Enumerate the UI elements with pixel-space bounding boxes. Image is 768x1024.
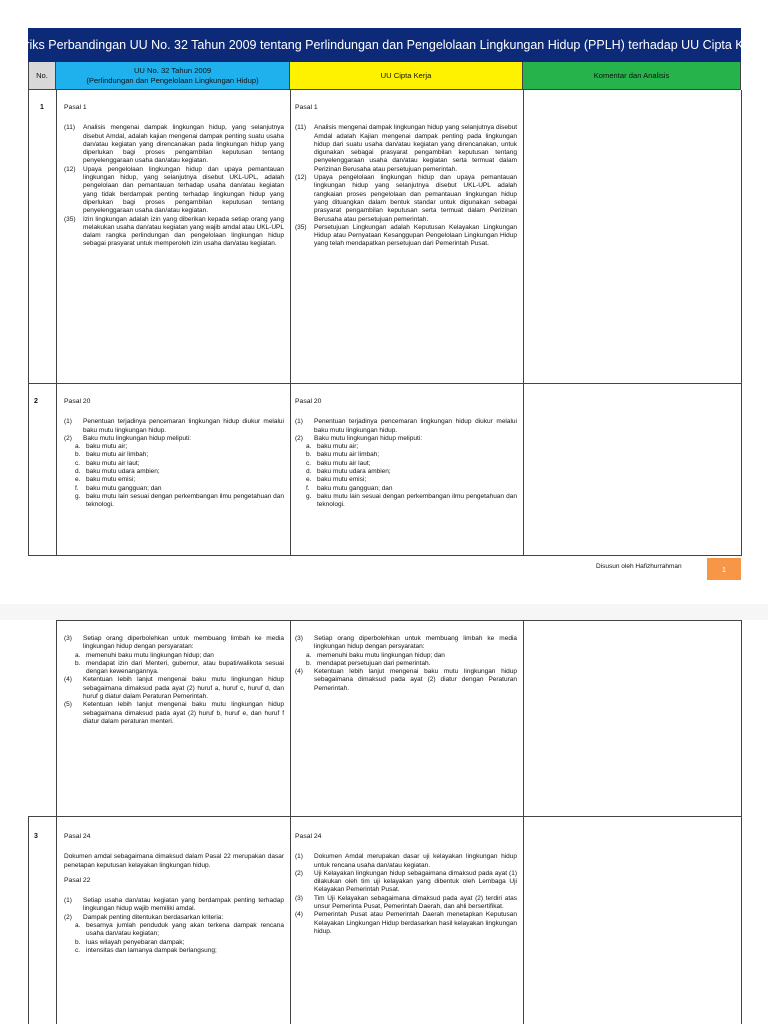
sub-marker: b.	[75, 938, 81, 946]
list-item	[64, 635, 284, 652]
item-text: Upaya pengelolaan lingkungan hidup dan upaya pemantauan lingkungan hidup, yang selanjutnya disebut UKL-UPL, adalah pengelolaan dan pemantauan terhadap usaha dan/atau kegiatan yang tidak berdampak penting terhadap lingkungan hidup yang diperlukan bagi proses pengambilan keputusan tentang penyelenggaraan usaha dan/atau kegiatan.	[83, 165, 284, 215]
sub-text: baku mutu gangguan; dan	[317, 484, 393, 492]
sub-marker: c.	[306, 459, 312, 467]
row2-uu32-cell	[64, 398, 284, 510]
table-divider-2	[290, 90, 291, 556]
pasal-title: Pasal 24	[295, 833, 322, 840]
sub-text: baku mutu lain sesuai dengan perkembangan ilmu pengetahuan dan teknologi.	[86, 492, 284, 509]
row1-uuck-cell	[295, 104, 517, 249]
sub-marker: b.	[75, 659, 81, 667]
row2-uuck-cell	[295, 398, 517, 510]
sub-text: baku mutu emisi;	[86, 476, 136, 484]
sub-item	[295, 493, 517, 510]
sub-marker: b.	[306, 659, 312, 667]
item-text: Penentuan terjadinya pencemaran lingkungan hidup diukur melalui baku mutu lingkungan hidup.	[83, 418, 284, 434]
row3-uuck-cell	[295, 833, 517, 936]
table-border-bottom	[28, 555, 742, 556]
list-item	[295, 895, 517, 912]
item-marker: (35)	[64, 215, 76, 223]
item-text: Analisis mengenai dampak lingkungan hidup yang selanjutnya disebut Amdal adalah Kajian mengenai dampak penting pada lingkungan hidup dari suatu usaha dan/atau kegiatan yang direncanakan, untuk digunakan sebagai prasyarat pengambilan keputusan tentang penyelenggaraan usaha dan/atau kegiatan serta termuat dalam Perizinan Berusaha atau persetujuan pemerintah.	[314, 124, 517, 173]
sub-text: memenuhi baku mutu lingkungan hidup; dan	[317, 651, 445, 659]
sub-marker: g.	[306, 492, 312, 500]
item-text: Baku mutu lingkungan hidup meliputi:	[83, 434, 192, 442]
item-marker: (4)	[295, 911, 303, 919]
list-item	[295, 911, 517, 936]
sub-marker: c.	[75, 946, 81, 954]
row3-uu32-cell	[64, 833, 284, 955]
row-number: 2	[34, 398, 38, 405]
list-item	[295, 870, 517, 895]
sub-text: memenuhi baku mutu lingkungan hidup; dan	[86, 651, 214, 659]
sub-marker: c.	[75, 459, 81, 467]
sub-item	[64, 476, 284, 484]
sub-marker: f.	[306, 484, 310, 492]
sub-text: baku mutu air;	[86, 443, 128, 451]
header-uu32-line1: UU No. 32 Tahun 2009	[133, 65, 212, 75]
table-border-left	[28, 90, 29, 556]
sub-item	[295, 443, 517, 451]
table-divider-1	[56, 620, 57, 1024]
pasal-title: Pasal 24	[64, 833, 91, 840]
sub-text: baku mutu gangguan; dan	[86, 484, 162, 492]
table-border-right	[741, 620, 742, 1024]
sub-item	[64, 652, 284, 660]
item-marker: (1)	[295, 853, 303, 861]
item-marker: (1)	[295, 418, 303, 426]
list-item	[64, 166, 284, 216]
pasal-title: Pasal 1	[295, 104, 318, 111]
item-text: Setiap orang diperbolehkan untuk membuang limbah ke media lingkungan hidup dengan persyaratan:	[83, 635, 284, 651]
sub-marker: e.	[75, 476, 81, 484]
sub-text: baku mutu air limbah;	[86, 451, 149, 459]
sub-item	[295, 660, 517, 668]
list-item	[64, 418, 284, 435]
header-uuck-label: UU Cipta Kerja	[380, 70, 432, 80]
item-marker: (12)	[64, 165, 76, 173]
sub-text: besarnya jumlah penduduk yang akan terkena dampak rencana usaha dan/atau kegiatan;	[86, 922, 284, 938]
list-item	[64, 897, 284, 914]
cont-uu32-cell	[64, 635, 284, 726]
pasal-title: Pasal 20	[295, 398, 322, 405]
table-divider-3	[523, 90, 524, 556]
sub-item	[64, 460, 284, 468]
sub-text: baku mutu udara ambien;	[86, 468, 160, 476]
sub-item	[295, 468, 517, 476]
list-item	[64, 216, 284, 249]
sub-text: baku mutu air laut;	[86, 459, 140, 467]
document-page-2	[0, 620, 768, 1024]
sub-marker: f.	[75, 484, 79, 492]
header-komentar-label: Komentar dan Analisis	[593, 70, 670, 80]
item-text: Setiap orang diperbolehkan untuk membuang limbah ke media lingkungan hidup dengan persyaratan:	[314, 635, 517, 651]
sub-text: baku mutu lain sesuai dengan perkembangan ilmu pengetahuan dan teknologi.	[317, 492, 517, 509]
item-marker: (2)	[64, 913, 72, 921]
item-marker: (1)	[64, 897, 72, 905]
item-marker: (5)	[64, 701, 72, 709]
row-number: 3	[34, 833, 38, 840]
row-separator	[28, 816, 742, 817]
sub-item	[64, 922, 284, 939]
table-border-top	[56, 620, 742, 621]
item-marker: (3)	[295, 894, 303, 902]
item-marker: (3)	[295, 635, 303, 642]
sub-text: baku mutu air laut;	[317, 459, 371, 467]
pasal-title: Pasal 22	[64, 876, 91, 884]
header-uu32	[56, 62, 290, 90]
item-marker: (4)	[295, 668, 303, 676]
sub-item	[64, 493, 284, 510]
sub-text: intensitas dan lamanya dampak berlangsung;	[86, 946, 217, 954]
list-item	[64, 124, 284, 165]
table-border-left	[28, 816, 29, 1024]
item-marker: (11)	[295, 124, 307, 132]
item-marker: (1)	[64, 418, 72, 426]
sub-item	[64, 443, 284, 451]
header-no	[28, 62, 56, 90]
header-komentar	[523, 62, 741, 90]
table-divider-1	[56, 90, 57, 556]
item-text: Ketentuan lebih lanjut mengenai baku mutu lingkungan hidup sebagaimana dimaksud pada ayat (2) diatur dengan Peraturan Pemerintah.	[314, 668, 517, 692]
sub-item	[64, 485, 284, 493]
table-divider-2	[290, 620, 291, 1024]
item-text: Ketentuan lebih lanjut mengenai baku mutu lingkungan hidup sebagaimana dimaksud pada ayat (2) huruf a, huruf c, huruf d, dan huruf g diatur dalam Peraturan Pemerintah.	[83, 676, 284, 701]
item-text: Penentuan terjadinya pencemaran lingkungan hidup diukur melalui baku mutu lingkungan hidup.	[314, 418, 517, 434]
item-text: Tim Uji Kelayakan sebagaimana dimaksud pada ayat (2) terdiri atas unsur Pemerinta Pusat, Pemerintah Daerah, dan ahli bersertifikat.	[314, 894, 517, 911]
sub-item	[64, 451, 284, 459]
cont-uuck-cell	[295, 635, 517, 693]
sub-text: baku mutu udara ambien;	[317, 468, 391, 476]
sub-marker: a.	[306, 443, 312, 451]
row-number: 1	[40, 104, 44, 111]
header-uuck	[290, 62, 523, 90]
item-text: Analisis mengenai dampak lingkungan hidup, yang selanjutnya disebut Amdal, adalah kajian mengenai dampak penting suatu usaha dan/atau kegiatan yang direncanakan pada lingkungan hidup yang diperlukan bagi proses pengambilan keputusan tentang penyelenggaraan usaha dan/atau kegiatan.	[83, 124, 284, 165]
list-item	[295, 435, 517, 443]
item-text: Dampak penting ditentukan berdasarkan kriteria:	[83, 913, 224, 921]
sub-item	[295, 476, 517, 484]
item-marker: (11)	[64, 124, 76, 132]
item-marker: (3)	[64, 635, 72, 642]
footer-author: Disusun oleh Hafizhurrahman	[596, 563, 682, 570]
list-item	[295, 174, 517, 224]
sub-text: baku mutu emisi;	[317, 476, 367, 484]
sub-marker: a.	[75, 922, 81, 930]
sub-item	[295, 460, 517, 468]
item-marker: (2)	[295, 869, 303, 877]
item-text: Pemerintah Pusat atau Pemerintah Daerah menetapkan Keputusan Kelayakan Lingkungan Hidup berdasarkan hasil kelayakan lingkungan hidup.	[314, 911, 517, 935]
item-text: Ketentuan lebih lanjut mengenai baku mutu lingkungan hidup sebagaimana dimaksud pada ayat (2) huruf b, huruf e, dan huruf f diatur dalam peraturan menteri.	[83, 701, 284, 725]
sub-item	[64, 947, 284, 955]
sub-text: mendapat izin dari Menteri, gubernur, atau bupati/walikota sesuai dengan kewenangannya.	[86, 659, 284, 676]
sub-item	[295, 451, 517, 459]
item-marker: (35)	[295, 223, 307, 231]
list-item	[64, 676, 284, 701]
list-item	[64, 701, 284, 726]
sub-marker: d.	[306, 468, 312, 476]
item-marker: (2)	[295, 434, 303, 442]
sub-item	[295, 485, 517, 493]
sub-marker: g.	[75, 492, 81, 500]
table-divider-3	[523, 620, 524, 1024]
sub-item	[64, 468, 284, 476]
header-uu32-line2: (Perlindungan dan Pengelolaan Lingkungan Hidup)	[86, 75, 259, 85]
sub-marker: a.	[75, 443, 81, 451]
list-item	[295, 124, 517, 174]
table-border-right	[741, 90, 742, 556]
list-item	[64, 914, 284, 922]
item-marker: (12)	[295, 174, 307, 182]
sub-item	[64, 660, 284, 677]
item-text: Baku mutu lingkungan hidup meliputi:	[314, 434, 423, 442]
sub-item	[64, 939, 284, 947]
item-text: Uji Kelayakan lingkungan hidup sebagaimana dimaksud pada ayat (1) dilakukan oleh tim uji kelayakan yang dibentuk oleh Lembaga Uji Kelayakan Pemerintah Pusat.	[314, 869, 517, 894]
list-item	[295, 635, 517, 652]
sub-text: luas wilayah penyebaran dampak;	[86, 938, 185, 946]
item-text: Persetujuan Lingkungan adalah Keputusan Kelayakan Lingkungan Hidup atau Pernyataan Kesanggupan Pengelolaan Lingkungan Hidup yang telah mendapatkan persetujuan dari Pemerintah Pusat.	[314, 223, 517, 248]
sub-text: baku mutu air limbah;	[317, 451, 380, 459]
list-item	[64, 435, 284, 443]
pasal-title: Pasal 1	[64, 104, 87, 111]
row-separator	[28, 383, 742, 384]
page-number: 1	[707, 558, 741, 580]
list-item	[295, 224, 517, 249]
list-item	[295, 418, 517, 435]
header-no-label: No.	[36, 70, 48, 80]
sub-text: baku mutu air;	[317, 443, 359, 451]
item-text: Dokumen Amdal merupakan dasar uji kelayakan lingkungan hidup untuk rencana usaha dan/atau kegiatan.	[314, 853, 517, 869]
sub-marker: e.	[306, 476, 312, 484]
item-marker: (2)	[64, 434, 72, 442]
pasal-title: Pasal 20	[64, 398, 91, 405]
sub-marker: d.	[75, 468, 81, 476]
sub-marker: a.	[306, 651, 312, 659]
document-title: Matriks Perbandingan UU No. 32 Tahun 2009 tentang Perlindungan dan Pengelolaan Lingkungan Hidup (PPLH) terhadap UU Cipta Kerja	[28, 28, 741, 62]
paragraph: Dokumen amdal sebagaimana dimaksud dalam Pasal 22 merupakan dasar penetapan keputusan kelayakan lingkungan hidup.	[64, 853, 284, 869]
sub-marker: b.	[306, 451, 312, 459]
sub-marker: a.	[75, 651, 81, 659]
item-text: Izin lingkungan adalah izin yang diberikan kepada setiap orang yang melakukan usaha dan/atau kegiatan yang wajib amdal atau UKL-UPL dalam rangka perlindungan dan pengelolaan lingkungan hidup sebagai prasyarat untuk memperoleh izin usaha dan/atau kegiatan.	[83, 215, 284, 248]
item-marker: (4)	[64, 676, 72, 684]
item-text: Setiap usaha dan/atau kegiatan yang berdampak penting terhadap lingkungan hidup wajib memiliki amdal.	[83, 897, 284, 913]
list-item	[295, 853, 517, 870]
list-item	[295, 668, 517, 693]
sub-text: mendapat persetujuan dari pemerintah.	[317, 659, 431, 667]
sub-item	[295, 652, 517, 660]
item-text: Upaya pengelolaan lingkungan hidup dan upaya pemantauan lingkungan hidup yang selanjutnya disebut UKL-UPL adalah rangkaian proses pengelolaan dan pemantauan lingkungan hidup yang dituangkan dalam bentuk standar untuk digunakan sebagai prasyarat pengambilan keputusan serta termuat dalam Perizinan Berusaha atau persetujuan pemerintah.	[314, 174, 517, 223]
sub-marker: b.	[75, 451, 81, 459]
row1-uu32-cell	[64, 104, 284, 249]
